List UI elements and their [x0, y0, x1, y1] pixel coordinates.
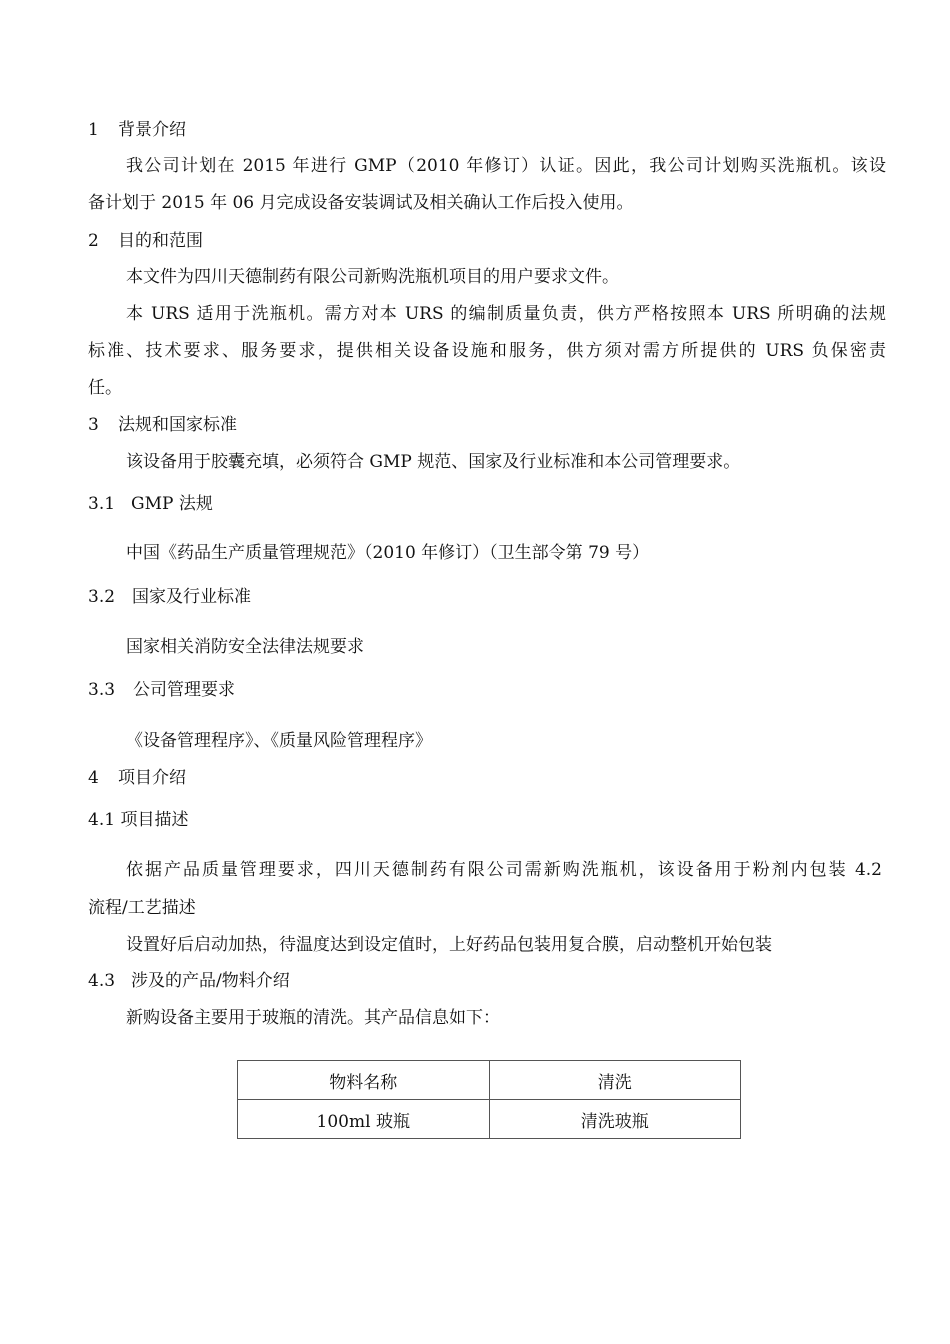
paragraph-line: 任。 [88, 378, 122, 398]
material-table [237, 1060, 741, 1139]
paragraph-line: 该设备用于胶囊充填，必须符合 GMP 规范、国家及行业标准和本公司管理要求。 [126, 452, 741, 472]
table-row [238, 1100, 741, 1139]
section-3-2-heading [88, 585, 251, 609]
paragraph-line: 国家相关消防安全法律法规要求 [126, 637, 364, 657]
paragraph-line: 新购设备主要用于玻瓶的清洗。其产品信息如下： [126, 1008, 500, 1028]
section-title: 公司管理要求 [133, 680, 235, 700]
section-3-3-heading [88, 678, 235, 702]
table-header-cell: 清洗 [489, 1061, 741, 1100]
section-title: 背景介绍 [118, 120, 186, 140]
section-title: 项目介绍 [118, 768, 186, 788]
table-header-cell: 物料名称 [238, 1061, 490, 1100]
section-3-heading [88, 413, 237, 437]
section-number: 3 [88, 415, 99, 435]
section-number: 2 [88, 231, 99, 251]
paragraph-line: 流程/工艺描述 [88, 898, 196, 918]
table-cell: 清洗玻瓶 [489, 1100, 741, 1139]
section-title: 法规和国家标准 [118, 415, 237, 435]
section-title: GMP 法规 [131, 494, 213, 514]
section-4-heading [88, 766, 186, 790]
paragraph-line: 《设备管理程序》、《质量风险管理程序》 [126, 731, 432, 751]
paragraph-line: 设置好后启动加热，待温度达到设定值时，上好药品包装用复合膜，启动整机开始包装 [126, 935, 772, 955]
section-number: 3.1 [88, 494, 116, 514]
section-number: 3.3 [88, 680, 116, 700]
paragraph-line: 中国《药品生产质量管理规范》（2010 年修订）（卫生部令第 79 号） [126, 543, 650, 563]
paragraph-line: 我公司计划在 2015 年进行 GMP（2010 年修订）认证。因此，我公司计划购买洗瓶机。该设 [126, 156, 886, 176]
section-3-1-heading [88, 492, 213, 516]
paragraph-line: 依据产品质量管理要求，四川天德制药有限公司需新购洗瓶机，该设备用于粉剂内包装 4.2 [126, 860, 882, 880]
section-number: 1 [88, 120, 99, 140]
section-2-heading [88, 229, 203, 253]
section-4-3-heading [88, 969, 290, 993]
section-title: 国家及行业标准 [132, 587, 251, 607]
section-4-1-heading: 4.1 项目描述 [88, 810, 189, 830]
table-header-row [238, 1061, 741, 1100]
paragraph-line: 备计划于 2015 年 06 月完成设备安装调试及相关确认工作后投入使用。 [88, 193, 634, 213]
section-1-heading [88, 118, 186, 142]
section-number: 4 [88, 768, 99, 788]
paragraph-line: 本文件为四川天德制药有限公司新购洗瓶机项目的用户要求文件。 [126, 267, 619, 287]
paragraph-line: 标准、技术要求、服务要求，提供相关设备设施和服务，供方须对需方所提供的 URS 负保密责 [88, 341, 886, 361]
section-title: 涉及的产品/物料介绍 [131, 971, 290, 991]
table-cell: 100ml 玻瓶 [238, 1100, 490, 1139]
section-number: 4.3 [88, 971, 116, 991]
section-title: 目的和范围 [118, 231, 203, 251]
paragraph-line: 本 URS 适用于洗瓶机。需方对本 URS 的编制质量负责，供方严格按照本 URS 所明确的法规 [126, 304, 886, 324]
section-number: 3.2 [88, 587, 116, 607]
